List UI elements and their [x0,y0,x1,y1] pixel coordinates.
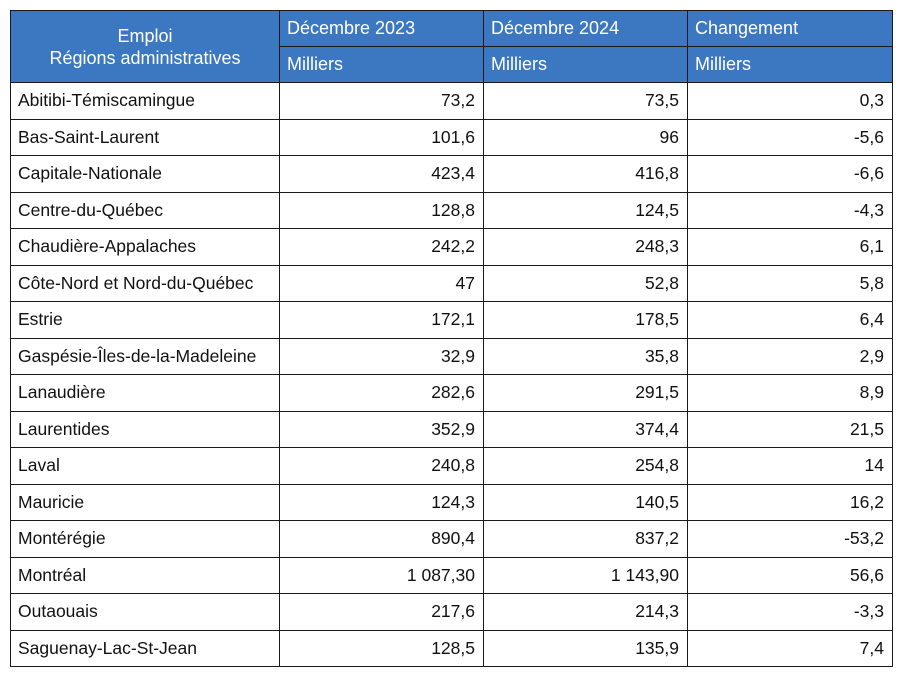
region-cell: Montérégie [11,521,280,558]
region-cell: Bas-Saint-Laurent [11,119,280,156]
table-row [11,265,893,302]
change-cell: -4,3 [688,192,893,229]
dec-2023-cell: 217,6 [280,594,484,631]
region-column-header [11,11,280,83]
dec-2023-column-header: Décembre 2023 [280,11,484,47]
dec-2024-cell: 178,5 [484,302,688,339]
region-cell: Lanaudière [11,375,280,412]
region-header-line1: Emploi [117,25,173,46]
region-cell: Chaudière-Appalaches [11,229,280,266]
dec-2023-cell: 352,9 [280,411,484,448]
dec-2023-cell: 242,2 [280,229,484,266]
employment-table [10,10,893,667]
table-row [11,156,893,193]
dec-2024-column-header: Décembre 2024 [484,11,688,47]
region-cell: Saguenay-Lac-St-Jean [11,630,280,667]
region-cell: Mauricie [11,484,280,521]
header-row-titles [11,11,893,47]
dec-2024-cell: 254,8 [484,448,688,485]
table-row [11,375,893,412]
dec-2023-cell: 73,2 [280,83,484,120]
table-row [11,338,893,375]
change-cell: 6,4 [688,302,893,339]
change-cell: 5,8 [688,265,893,302]
region-cell: Montréal [11,557,280,594]
table-row [11,229,893,266]
table-row [11,484,893,521]
change-cell: 2,9 [688,338,893,375]
dec-2024-cell: 73,5 [484,83,688,120]
change-column-header: Changement [688,11,893,47]
table-row [11,630,893,667]
change-cell: -5,6 [688,119,893,156]
change-unit-header: Milliers [688,47,893,83]
dec-2023-cell: 890,4 [280,521,484,558]
dec-2024-cell: 248,3 [484,229,688,266]
dec-2023-cell: 124,3 [280,484,484,521]
dec-2023-cell: 172,1 [280,302,484,339]
table-row [11,119,893,156]
dec-2023-cell: 32,9 [280,338,484,375]
region-header-line2: Régions administratives [49,47,241,68]
change-cell: 7,4 [688,630,893,667]
dec-2023-cell: 128,5 [280,630,484,667]
table-row [11,557,893,594]
change-cell: -6,6 [688,156,893,193]
dec-2024-unit-header: Milliers [484,47,688,83]
region-cell: Gaspésie-Îles-de-la-Madeleine [11,338,280,375]
dec-2024-cell: 140,5 [484,484,688,521]
change-cell: -3,3 [688,594,893,631]
dec-2024-cell: 214,3 [484,594,688,631]
change-cell: 6,1 [688,229,893,266]
table-row [11,192,893,229]
change-cell: 14 [688,448,893,485]
dec-2023-cell: 101,6 [280,119,484,156]
dec-2024-cell: 135,9 [484,630,688,667]
table-row [11,411,893,448]
table-body [11,83,893,667]
region-cell: Centre-du-Québec [11,192,280,229]
dec-2023-cell: 423,4 [280,156,484,193]
region-cell: Estrie [11,302,280,339]
dec-2023-cell: 128,8 [280,192,484,229]
change-cell: 8,9 [688,375,893,412]
dec-2024-cell: 96 [484,119,688,156]
change-cell: -53,2 [688,521,893,558]
region-cell: Laval [11,448,280,485]
dec-2023-unit-header: Milliers [280,47,484,83]
region-cell: Côte-Nord et Nord-du-Québec [11,265,280,302]
dec-2024-cell: 124,5 [484,192,688,229]
region-cell: Outaouais [11,594,280,631]
dec-2024-cell: 291,5 [484,375,688,412]
region-cell: Laurentides [11,411,280,448]
table-row [11,83,893,120]
change-cell: 0,3 [688,83,893,120]
region-cell: Abitibi-Témiscamingue [11,83,280,120]
dec-2024-cell: 374,4 [484,411,688,448]
change-cell: 56,6 [688,557,893,594]
dec-2024-cell: 1 143,90 [484,557,688,594]
change-cell: 16,2 [688,484,893,521]
change-cell: 21,5 [688,411,893,448]
table-row [11,302,893,339]
dec-2024-cell: 416,8 [484,156,688,193]
table-row [11,521,893,558]
dec-2024-cell: 35,8 [484,338,688,375]
employment-table-container [10,10,893,667]
dec-2023-cell: 240,8 [280,448,484,485]
region-cell: Capitale-Nationale [11,156,280,193]
dec-2024-cell: 52,8 [484,265,688,302]
table-row [11,594,893,631]
dec-2023-cell: 282,6 [280,375,484,412]
table-header [11,11,893,83]
dec-2023-cell: 1 087,30 [280,557,484,594]
table-row [11,448,893,485]
dec-2023-cell: 47 [280,265,484,302]
dec-2024-cell: 837,2 [484,521,688,558]
